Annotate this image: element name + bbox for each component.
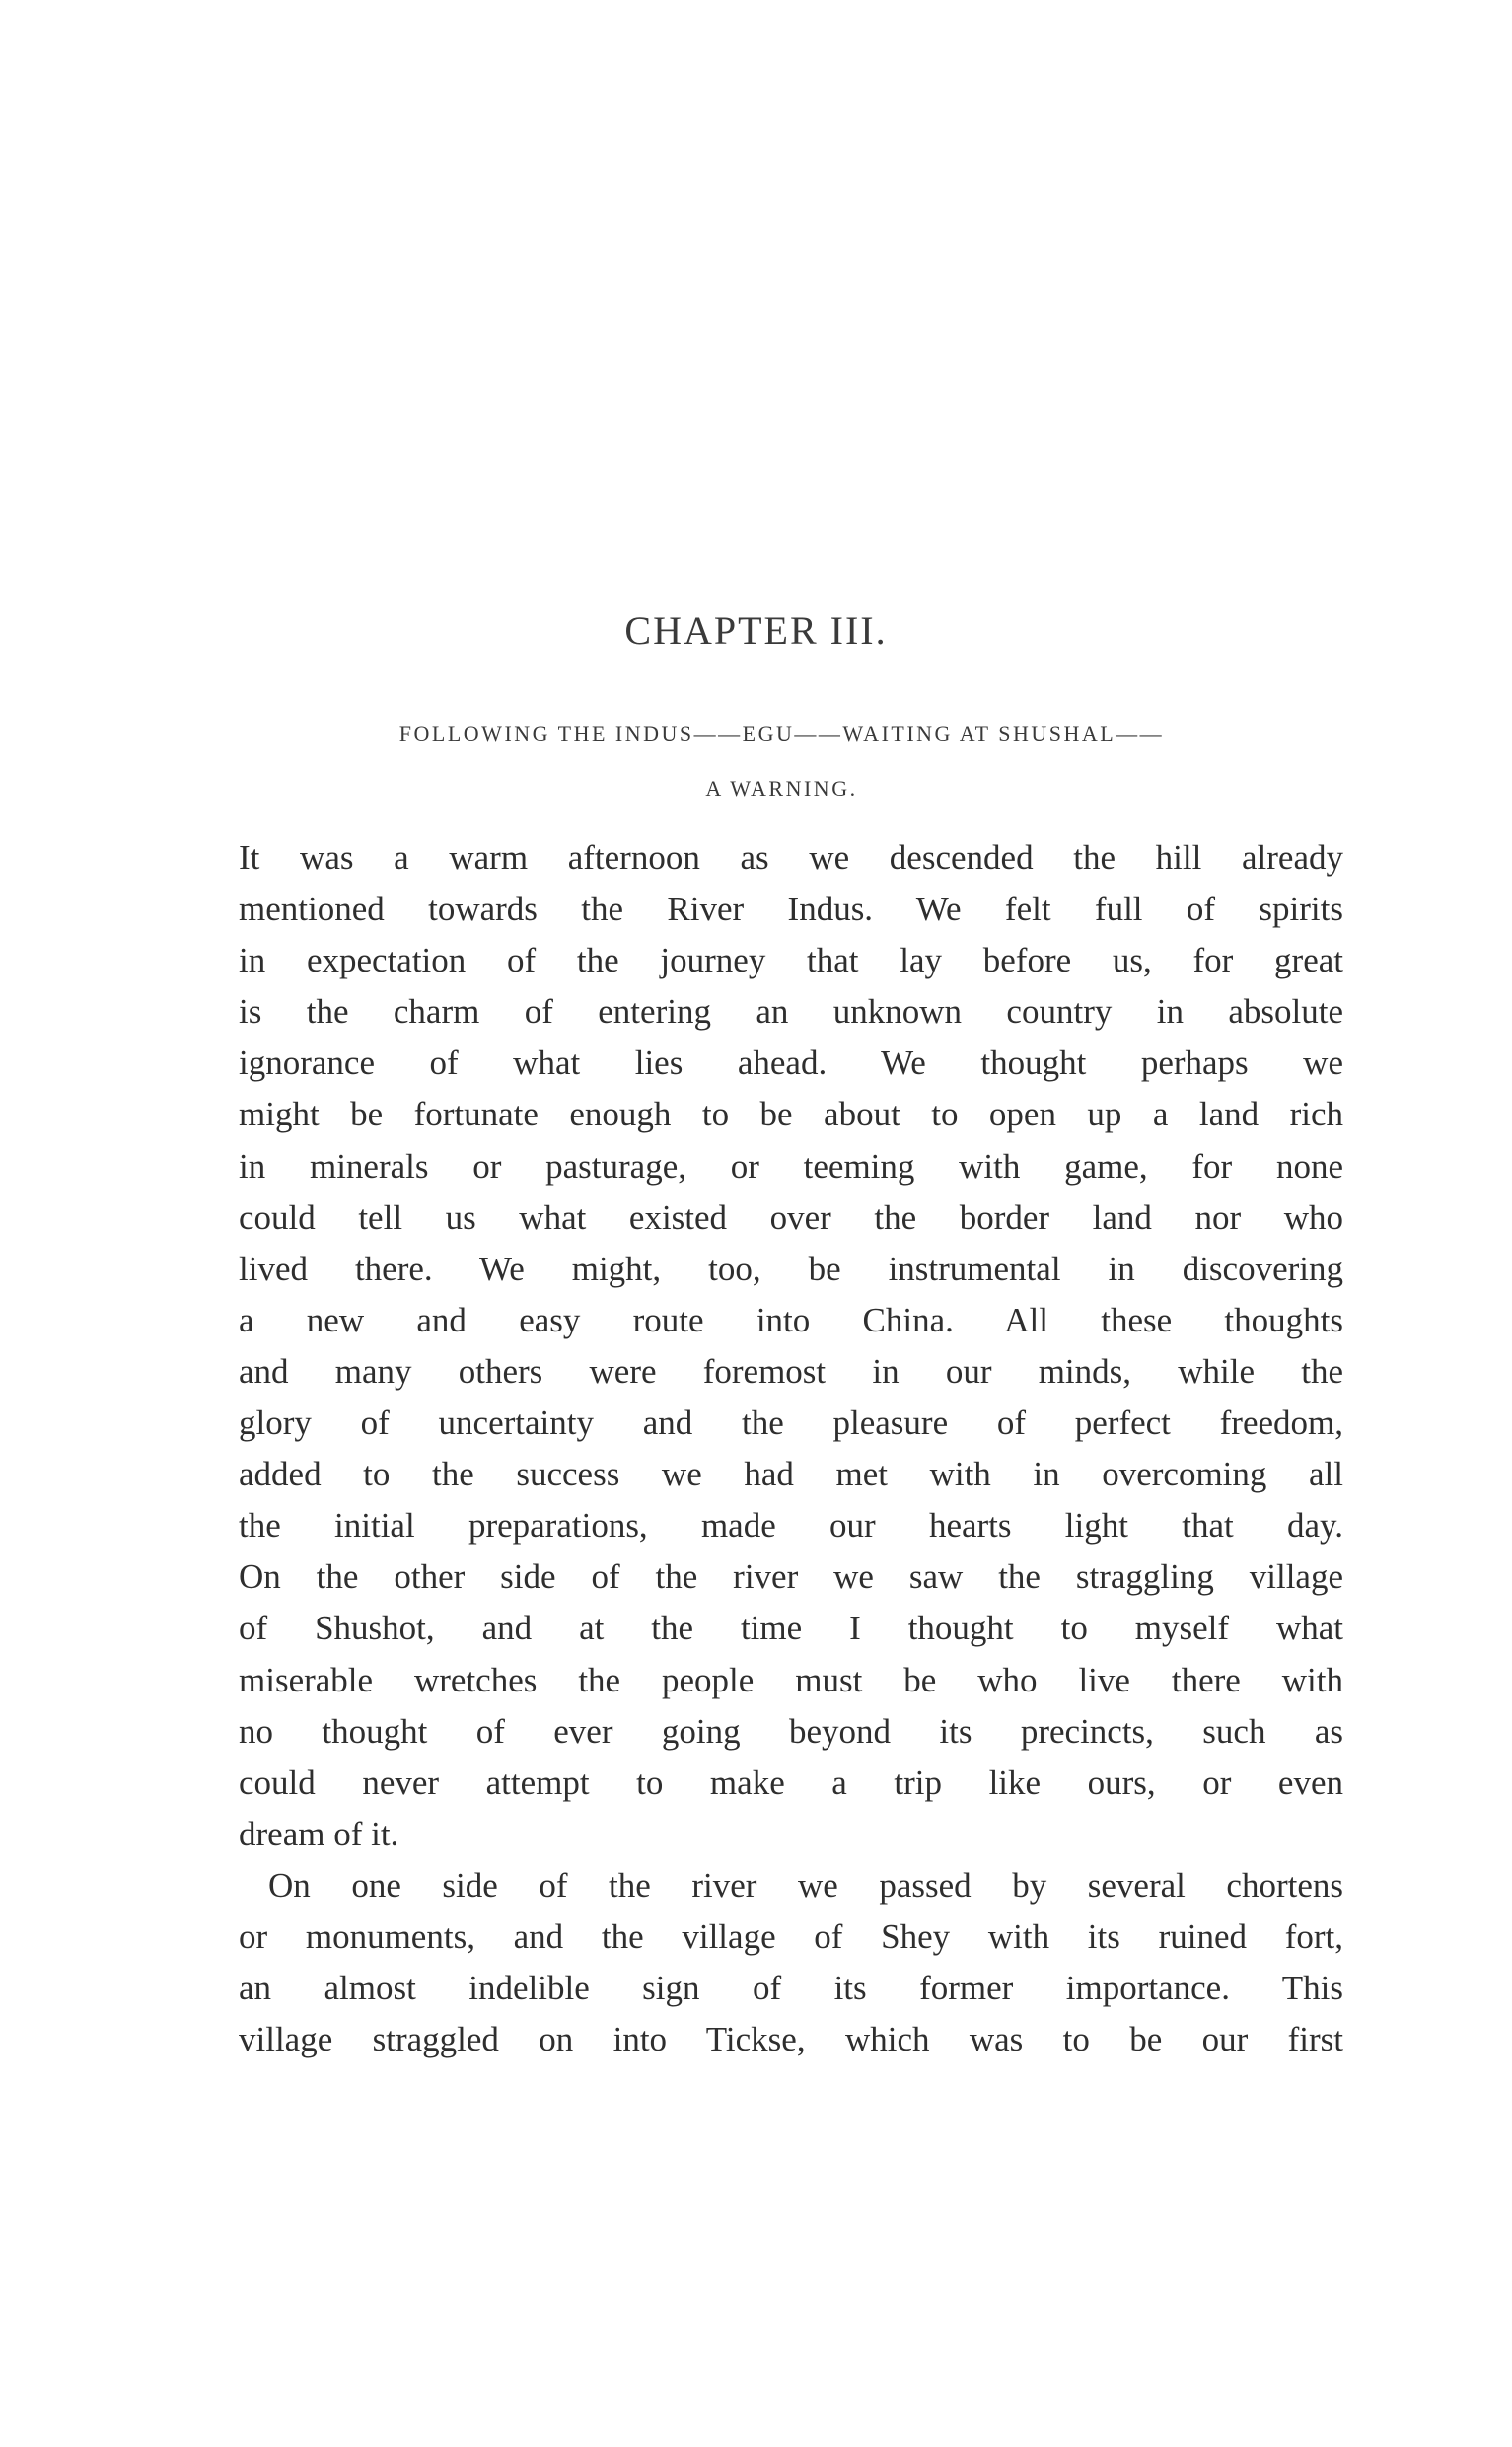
text-line: glory of uncertainty and the pleasure of perfect freedom, [239,1403,1343,1443]
text-line: and many others were foremost in our minds, while the [239,1351,1343,1391]
text-line: ignorance of what lies ahead. We thought perhaps we [239,1044,1343,1083]
chapter-title: CHAPTER III. [624,609,888,653]
text-line: in minerals or pasturage, or teeming with game, for none [239,1146,1343,1186]
text-line: or monuments, and the village of Shey with its ruined fort, [239,1916,1343,1956]
text-line: dream of it. [239,1814,399,1853]
text-line: miserable wretches the people must be who live there with [239,1660,1343,1699]
paragraph-2 [239,1860,1343,2065]
text-line: could never attempt to make a trip like ours, or even [239,1763,1343,1802]
text-line: could tell us what existed over the border land nor who [239,1197,1343,1237]
text-line: mentioned towards the River Indus. We felt full of spirits [239,890,1343,929]
text-line: On the other side of the river we saw the straggling village [239,1557,1343,1597]
paragraph-1 [239,832,1343,1860]
text-line: added to the success we had met with in overcoming all [239,1455,1343,1494]
text-line: of Shushot, and at the time I thought to myself what [239,1609,1343,1648]
text-line: no thought of ever going beyond its precincts, such as [239,1711,1343,1751]
text-line: On one side of the river we passed by several chortens [268,1865,1343,1905]
text-line: lived there. We might, too, be instrumental in discovering [239,1249,1343,1288]
chapter-synopsis [256,706,1307,817]
text-line: the initial preparations, made our hearts light that day. [239,1506,1343,1546]
text-line: is the charm of entering an unknown country in absolute [239,992,1343,1032]
text-line: It was a warm afternoon as we descended the hill already [239,838,1343,877]
text-line: a new and easy route into China. All these thoughts [239,1300,1343,1339]
text-line: village straggled on into Tickse, which was to be our first [239,2020,1343,2059]
text-line: might be fortunate enough to be about to open up a land rich [239,1095,1343,1134]
synopsis-line: A WARNING. [705,776,858,801]
text-line: in expectation of the journey that lay before us, for great [239,941,1343,980]
body-text [239,832,1343,2065]
synopsis-line: FOLLOWING THE INDUS——EGU——WAITING AT SHUSHAL—— [398,721,1165,746]
text-line: an almost indelible sign of its former importance. This [239,1969,1343,2008]
